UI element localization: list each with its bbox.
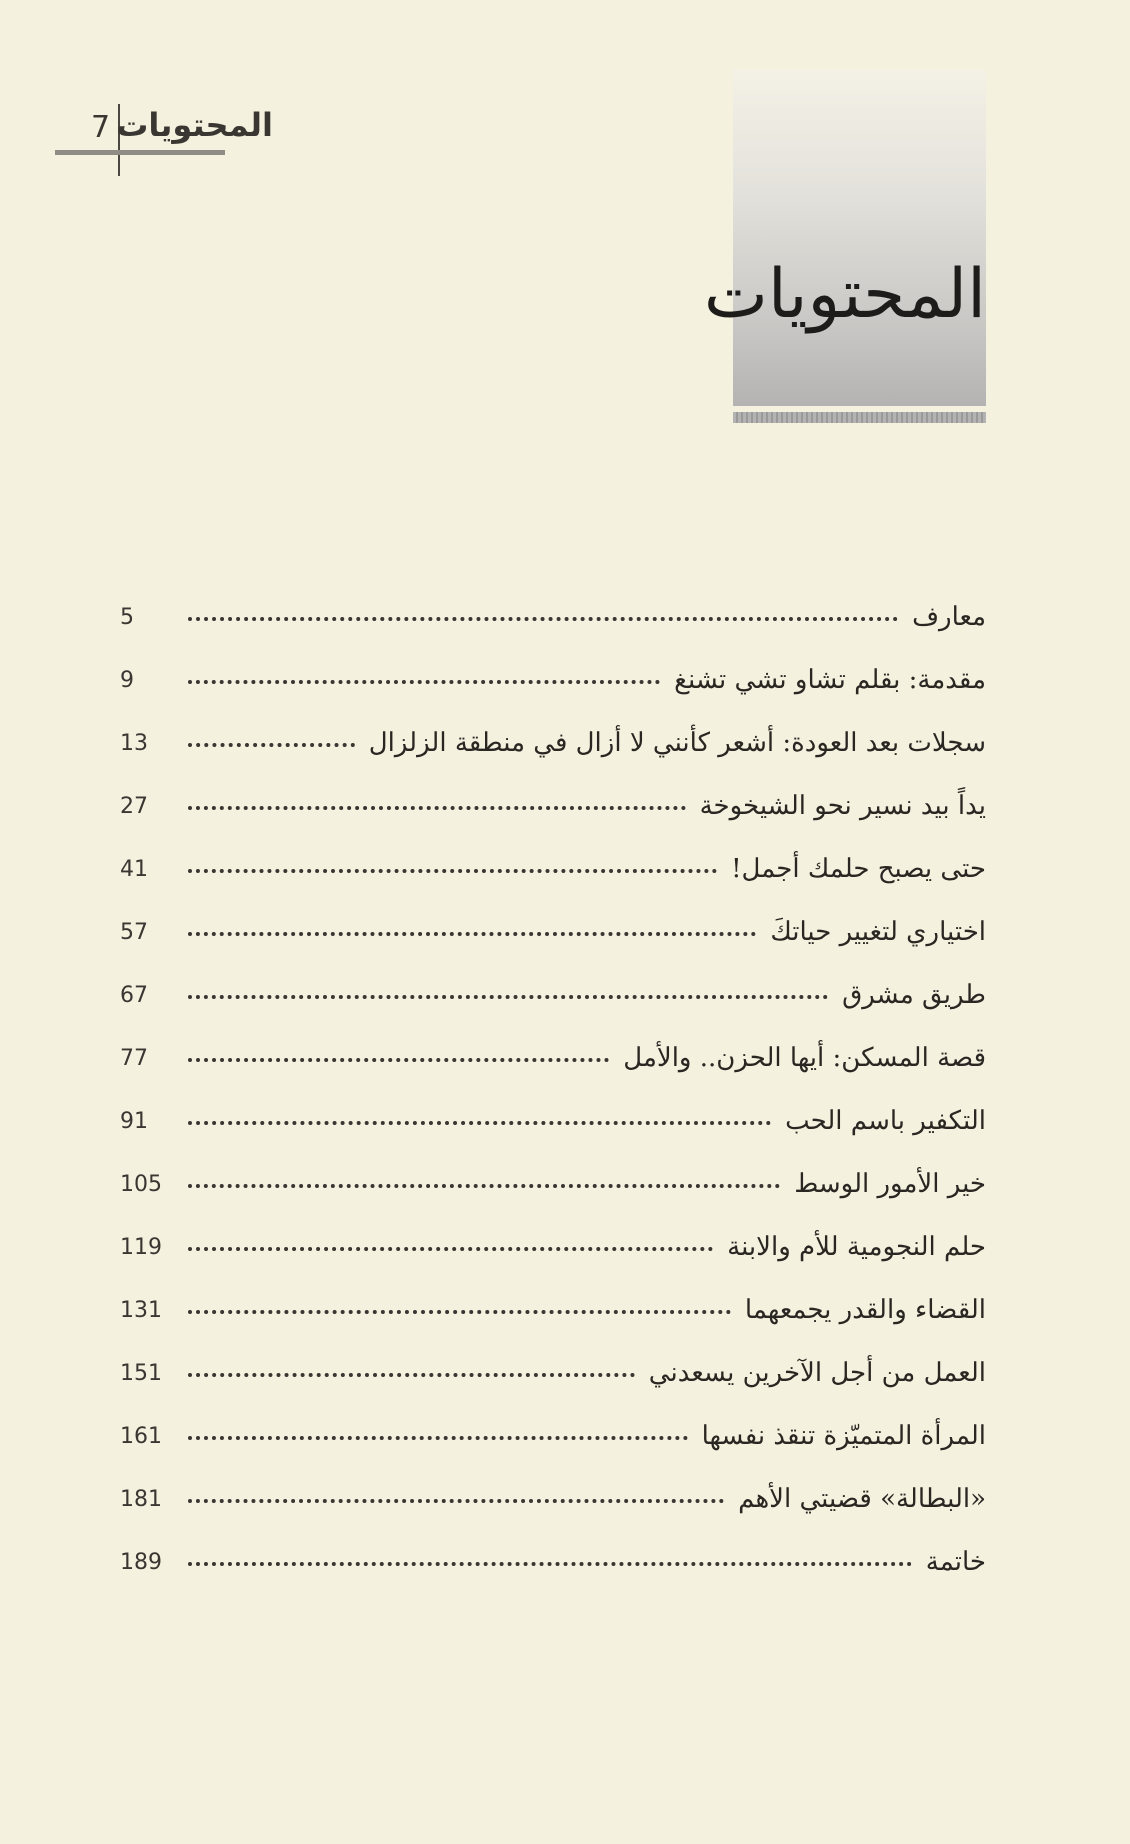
toc-dot-leader	[188, 1058, 609, 1062]
toc-entry-page: 5	[120, 605, 134, 631]
toc-entry-page: 27	[120, 794, 148, 820]
toc-row	[120, 1452, 986, 1515]
toc-dot-leader	[188, 1310, 731, 1314]
toc-entry-title: حتى يصبح حلمك أجمل!	[731, 853, 986, 884]
toc-row	[120, 1074, 986, 1137]
toc-entry-title: خاتمة	[925, 1546, 986, 1577]
toc-row	[120, 570, 986, 633]
toc-entry-title: سجلات بعد العودة: أشعر كأنني لا أزال في منطقة الزلزال	[368, 727, 986, 758]
toc-row	[120, 1011, 986, 1074]
toc-entry-page: 67	[120, 983, 148, 1009]
toc-entry-title: اختياري لتغيير حياتكَ	[770, 916, 986, 947]
toc-entry-title: معارف	[912, 601, 986, 632]
toc-entry-title: خير الأمور الوسط	[794, 1168, 986, 1199]
title-panel	[703, 70, 986, 406]
toc-row	[120, 822, 986, 885]
toc-row	[120, 759, 986, 822]
toc-entry-title: «البطالة» قضيتي الأهم	[738, 1483, 986, 1514]
toc-row	[120, 633, 986, 696]
toc-dot-leader	[188, 617, 898, 621]
toc-dot-leader	[188, 995, 828, 999]
toc-dot-leader	[188, 1436, 688, 1440]
title-panel-bar	[733, 412, 986, 423]
toc-entry-page: 41	[120, 857, 148, 883]
toc-dot-leader	[188, 932, 756, 936]
toc-dot-leader	[188, 1562, 912, 1566]
running-head-rule	[55, 150, 225, 155]
toc-dot-leader	[188, 806, 686, 810]
toc-row	[120, 1515, 986, 1578]
toc-entry-page: 91	[120, 1109, 148, 1135]
toc-entry-page: 131	[120, 1298, 162, 1324]
toc-entry-page: 151	[120, 1361, 162, 1387]
toc-entry-page: 105	[120, 1172, 162, 1198]
toc-row	[120, 1263, 986, 1326]
table-of-contents	[120, 570, 986, 1578]
toc-entry-page: 189	[120, 1550, 162, 1576]
toc-row	[120, 948, 986, 1011]
toc-row	[120, 1389, 986, 1452]
toc-dot-leader	[188, 1499, 724, 1503]
toc-dot-leader	[188, 1247, 713, 1251]
running-head-title: المحتويات	[116, 106, 273, 144]
running-head-page-number: 7	[91, 110, 111, 145]
toc-row	[120, 1200, 986, 1263]
toc-row	[120, 696, 986, 759]
toc-entry-page: 13	[120, 731, 148, 757]
toc-row	[120, 1326, 986, 1389]
toc-dot-leader	[188, 1373, 635, 1377]
running-head	[55, 92, 273, 182]
toc-entry-page: 161	[120, 1424, 162, 1450]
toc-dot-leader	[188, 743, 355, 747]
toc-row	[120, 885, 986, 948]
toc-entry-title: العمل من أجل الآخرين يسعدني	[648, 1357, 986, 1388]
toc-entry-title: المرأة المتميّزة تنقذ نفسها	[701, 1420, 986, 1451]
page-title: المحتويات	[703, 255, 986, 334]
toc-entry-page: 9	[120, 668, 134, 694]
toc-entry-page: 77	[120, 1046, 148, 1072]
toc-entry-title: التكفير باسم الحب	[785, 1105, 986, 1136]
toc-entry-page: 181	[120, 1487, 162, 1513]
toc-entry-title: مقدمة: بقلم تشاو تشي تشنغ	[674, 664, 986, 695]
toc-entry-page: 57	[120, 920, 148, 946]
toc-entry-title: يداً بيد نسير نحو الشيخوخة	[699, 790, 986, 821]
toc-entry-title: حلم النجومية للأم والابنة	[727, 1231, 986, 1262]
toc-dot-leader	[188, 869, 717, 873]
toc-entry-title: القضاء والقدر يجمعهما	[744, 1294, 986, 1325]
toc-entry-title: طريق مشرق	[842, 979, 986, 1010]
toc-entry-page: 119	[120, 1235, 162, 1261]
toc-row	[120, 1137, 986, 1200]
toc-dot-leader	[188, 680, 660, 684]
toc-dot-leader	[188, 1184, 780, 1188]
toc-entry-title: قصة المسكن: أيها الحزن.. والأمل	[623, 1042, 986, 1073]
toc-dot-leader	[188, 1121, 771, 1125]
